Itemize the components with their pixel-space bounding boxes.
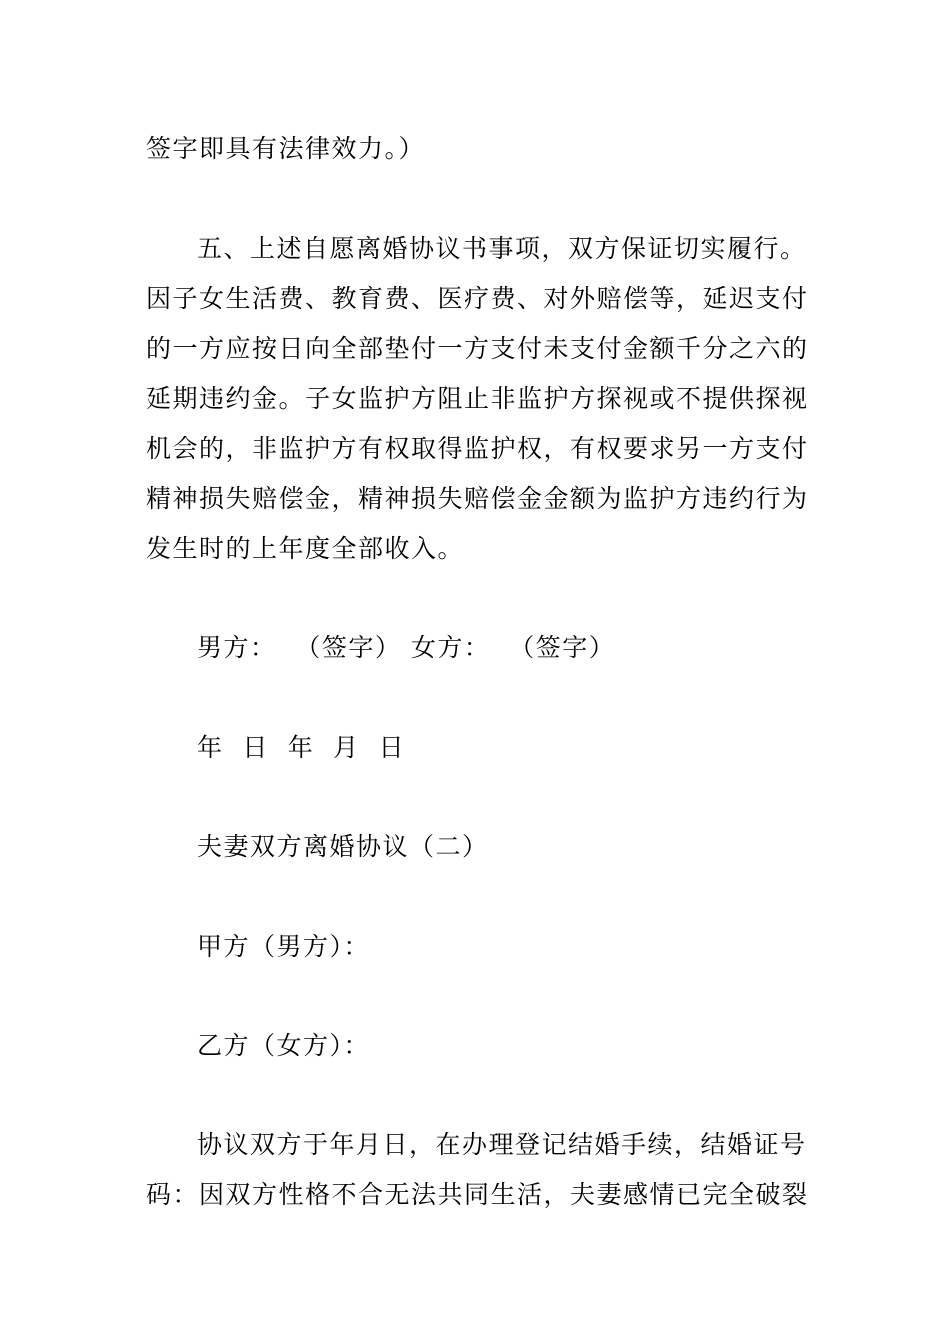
clause-five-line-5: 机会的，非监护方有权取得监护权，有权要求另一方支付	[146, 434, 809, 463]
previous-clause-ending: 签字即具有法律效力。）	[146, 134, 426, 163]
clause-five-line-3: 的一方应按日向全部垫付一方支付未支付金额千分之六的	[146, 334, 809, 363]
clause-five-line-1: 五、上述自愿离婚协议书事项，双方保证切实履行。	[197, 234, 807, 263]
clause-five-line-7: 发生时的上年度全部收入。	[146, 534, 465, 563]
clause-five-line-4: 延期违约金。子女监护方阻止非监护方探视或不提供探视	[146, 384, 809, 413]
intro-line-2: 码：因双方性格不合无法共同生活，夫妻感情已完全破裂	[146, 1180, 809, 1209]
clause-five-line-2: 因子女生活费、教育费、医疗费、对外赔偿等，延迟支付	[146, 284, 809, 313]
second-agreement-title: 夫妻双方离婚协议（二）	[197, 832, 489, 861]
party-b-label: 乙方（女方）：	[197, 1031, 371, 1060]
party-a-label: 甲方（男方）：	[197, 932, 371, 961]
date-line: 年 日 年 月 日	[197, 733, 406, 762]
clause-five-line-6: 精神损失赔偿金，精神损失赔偿金金额为监护方违约行为	[146, 484, 809, 513]
signature-line: 男方： （签字） 女方： （签字）	[197, 633, 616, 662]
intro-line-1: 协议双方于年月日，在办理登记结婚手续，结婚证号	[197, 1130, 807, 1159]
